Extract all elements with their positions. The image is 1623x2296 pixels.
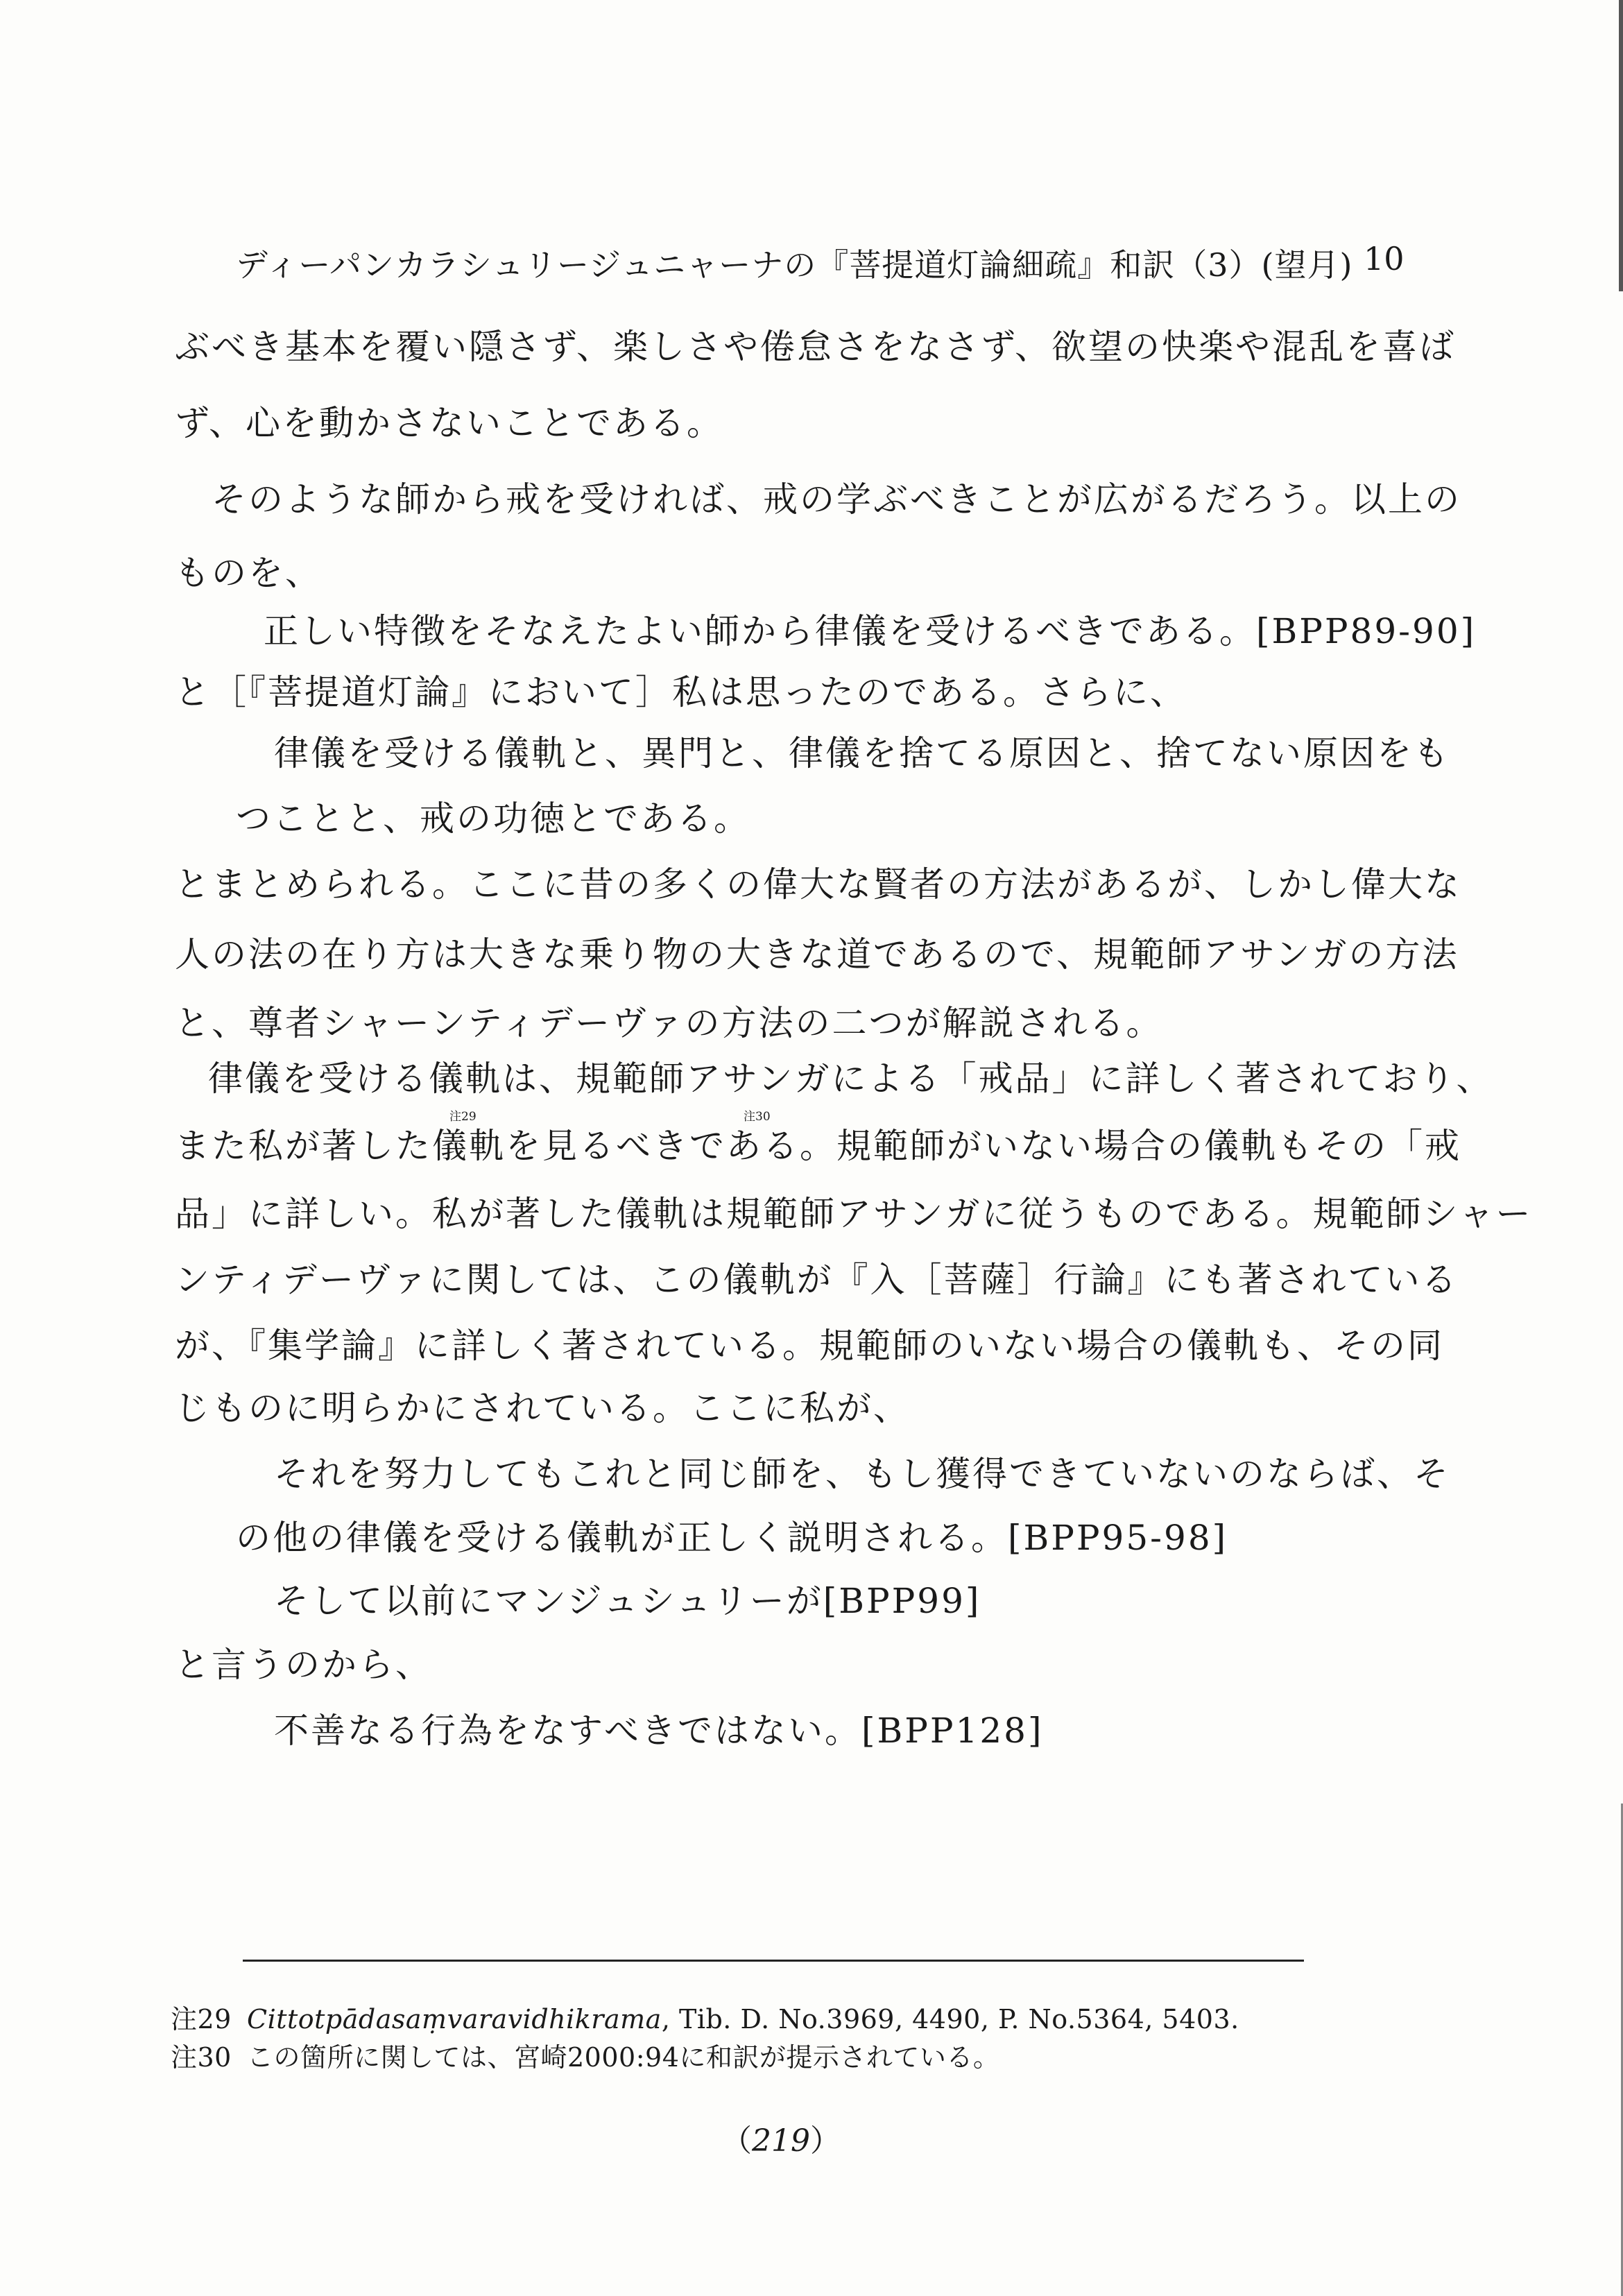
text-line: 律儀を受ける儀軌は、規範師アサンガによる「戒品」に詳しく著されており、 [208,1059,1493,1099]
text-line: 人の法の在り方は大きな乗り物の大きな道であるので、規範師アサンガの方法 [175,934,1459,975]
footnote-title: Cittotpādasaṃvaravidhikrama [247,2004,662,2034]
footnote-mark-30: 注30 [744,1110,771,1124]
text-line: ものを、 [175,553,322,593]
running-title: ディーパンカラシュリージュニャーナの『菩提道灯論細疏』和訳（3）(望月) [236,246,1353,284]
footnote-30 [171,2036,999,2074]
footnote-text: この箇所に関しては、宮崎2000:94に和訳が提示されている。 [247,2042,1000,2073]
footnote-text: , Tib. D. No.3969, 4490, P. No.5364, 5403. [661,2004,1239,2034]
folio [721,2116,841,2160]
text-line: と言うのから、 [175,1645,432,1685]
footnote-mark-29: 注29 [449,1110,476,1124]
text-line: が、『集学論』に詳しく著されている。規範師のいない場合の儀軌も、その同 [175,1326,1444,1366]
footnote-rule [243,1960,1304,1962]
text-line: また私が著した儀軌を見るべきである。規範師がいない場合の儀軌もその「戒 [175,1126,1461,1166]
text-line: と、尊者シャーンティデーヴァの方法の二つが解説される。 [175,1003,1163,1043]
text-line: ぶべき基本を覆い隠さず、楽しさや倦怠さをなさず、欲望の快楽や混乱を喜ば [175,327,1456,367]
quote-line: 律儀を受ける儀軌と、異門と、律儀を捨てる原因と、捨てない原因をも [274,733,1450,773]
quote-line: 正しい特徴をそなえたよい師から律儀を受けるべきである。[BPP89-90] [264,611,1477,651]
scan-edge-mark [1619,0,1623,291]
footnote-label: 注30 [171,2042,232,2073]
quote-line: それを努力してもこれと同じ師を、もし獲得できていないのならば、そ [274,1454,1450,1494]
text-line: じものに明らかにされている。ここに私が、 [175,1388,910,1428]
page-number: 10 [1364,240,1405,277]
text-line: 品」に詳しい。私が著した儀軌は規範師アサンガに従うものである。規範師シャー [175,1194,1533,1234]
text-line: と［『菩提道灯論』において］私は思ったのである。さらに、 [175,672,1187,712]
quote-line: 不善なる行為をなすべきではない。[BPP128] [274,1711,1044,1751]
quote-line: そして以前にマンジュシュリーが[BPP99] [274,1581,981,1621]
text-line: ず、心を動かさないことである。 [175,403,723,443]
quote-line: つことと、戒の功徳とである。 [236,798,750,839]
text-line: とまとめられる。ここに昔の多くの偉大な賢者の方法があるが、しかし偉大な [175,864,1461,905]
text-line: そのような師から戒を受ければ、戒の学ぶべきことが広がるだろう。以上の [212,479,1461,520]
folio-paren-open: （ [721,2123,752,2159]
footnote-29 [171,1998,1239,2036]
quote-line: の他の律儀を受ける儀軌が正しく説明される。[BPP95-98] [236,1518,1228,1558]
folio-paren-close: ） [809,2123,841,2159]
footnote-label: 注29 [171,2004,232,2034]
folio-number: 219 [752,2123,810,2159]
text-line: ンティデーヴァに関しては、この儀軌が『入［菩薩］行論』にも著されている [175,1260,1459,1300]
